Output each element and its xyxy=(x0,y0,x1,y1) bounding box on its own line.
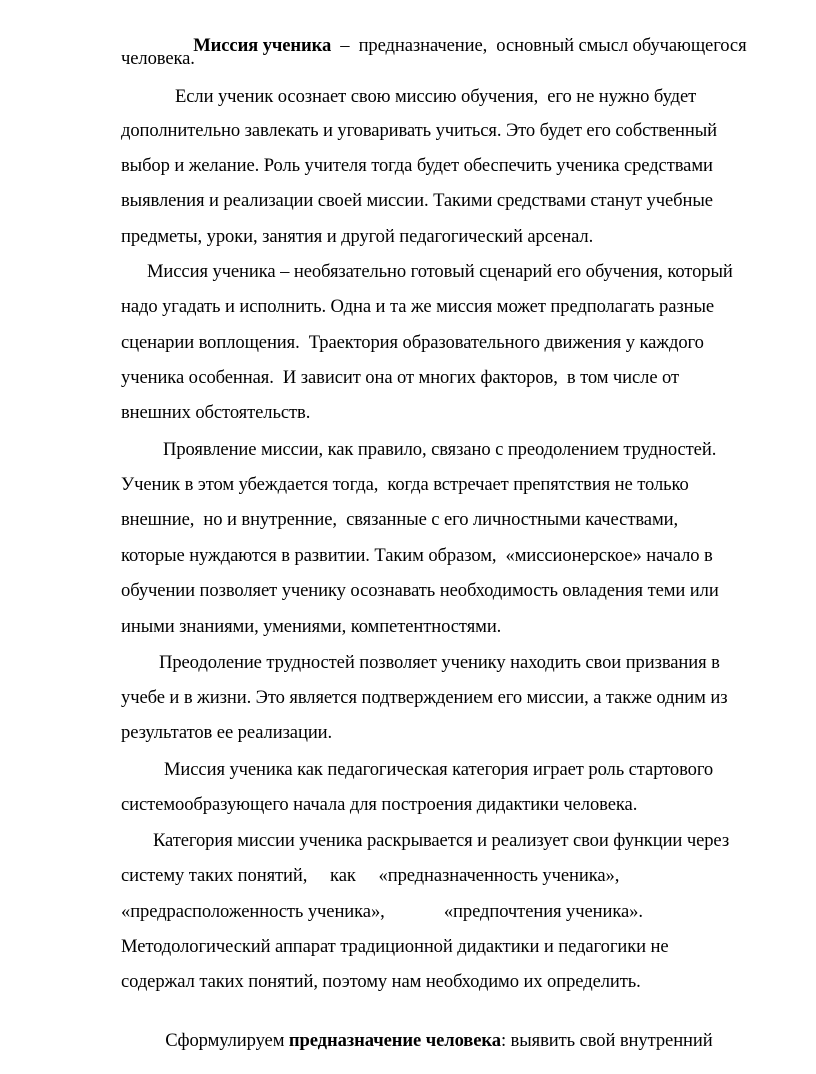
text-line: предметы, уроки, занятия и другой педагогический арсенал. xyxy=(121,226,594,247)
text-line: Категория миссии ученика раскрывается и реализует свои функции через xyxy=(153,830,730,851)
text-line: системообразующего начала для построения дидактики человека. xyxy=(121,794,638,815)
text-line xyxy=(175,13,747,56)
text-line: выбор и желание. Роль учителя тогда будет обеспечить ученика средствами xyxy=(121,155,713,176)
text-line: надо угадать и исполнить. Одна и та же миссия может предполагать разные xyxy=(121,296,715,317)
text-line: внешние, но и внутренние, связанные с его личностными качествами, xyxy=(121,509,679,530)
text-line: человека. xyxy=(121,48,195,69)
text-line: которые нуждаются в развитии. Таким образом, «миссионерское» начало в xyxy=(121,545,713,566)
text-line: выявления и реализации своей миссии. Такими средствами станут учебные xyxy=(121,190,713,211)
text-line: иными знаниями, умениями, компетентностями. xyxy=(121,616,502,637)
text-line: результатов ее реализации. xyxy=(121,722,333,743)
text-span: Сформулируем xyxy=(165,1030,289,1051)
text-line: дополнительно завлекать и уговаривать учиться. Это будет его собственный xyxy=(121,120,717,141)
text-line: обучении позволяет ученику осознавать необходимость овладения теми или xyxy=(121,580,719,601)
text-line: Ученик в этом убеждается тогда, когда встречает препятствия не только xyxy=(121,474,689,495)
text-line: Преодоление трудностей позволяет ученику находить свои призвания в xyxy=(159,652,720,673)
text-line: учебе и в жизни. Это является подтверждением его миссии, а также одним из xyxy=(121,687,728,708)
text-line: систему таких понятий, как «предназначенность ученика», xyxy=(121,865,620,886)
text-line: внешних обстоятельств. xyxy=(121,402,311,423)
text-line: Методологический аппарат традиционной дидактики и педагогики не xyxy=(121,936,669,957)
text-line: Миссия ученика как педагогическая категория играет роль стартового xyxy=(164,759,714,780)
text-line: содержал таких понятий, поэтому нам необходимо их определить. xyxy=(121,971,641,992)
text-span: – предназначение, основный смысл обучающегося xyxy=(331,35,747,56)
text-span: : выявить свой внутренний xyxy=(500,1030,713,1051)
text-line: ученика особенная. И зависит она от многих факторов, в том числе от xyxy=(121,367,680,388)
bold-term: Миссия ученика xyxy=(193,35,332,56)
text-line: Если ученик осознает свою миссию обучения, его не нужно будет xyxy=(175,86,697,107)
text-line xyxy=(147,1008,713,1051)
text-line: сценарии воплощения. Траектория образовательного движения у каждого xyxy=(121,332,704,353)
bold-term: предназначение человека xyxy=(288,1030,501,1051)
text-line: «предрасположенность ученика», «предпочтения ученика». xyxy=(121,901,643,922)
text-line: Проявление миссии, как правило, связано с преодолением трудностей. xyxy=(163,439,717,460)
text-line: Миссия ученика – необязательно готовый сценарий его обучения, который xyxy=(147,261,733,282)
